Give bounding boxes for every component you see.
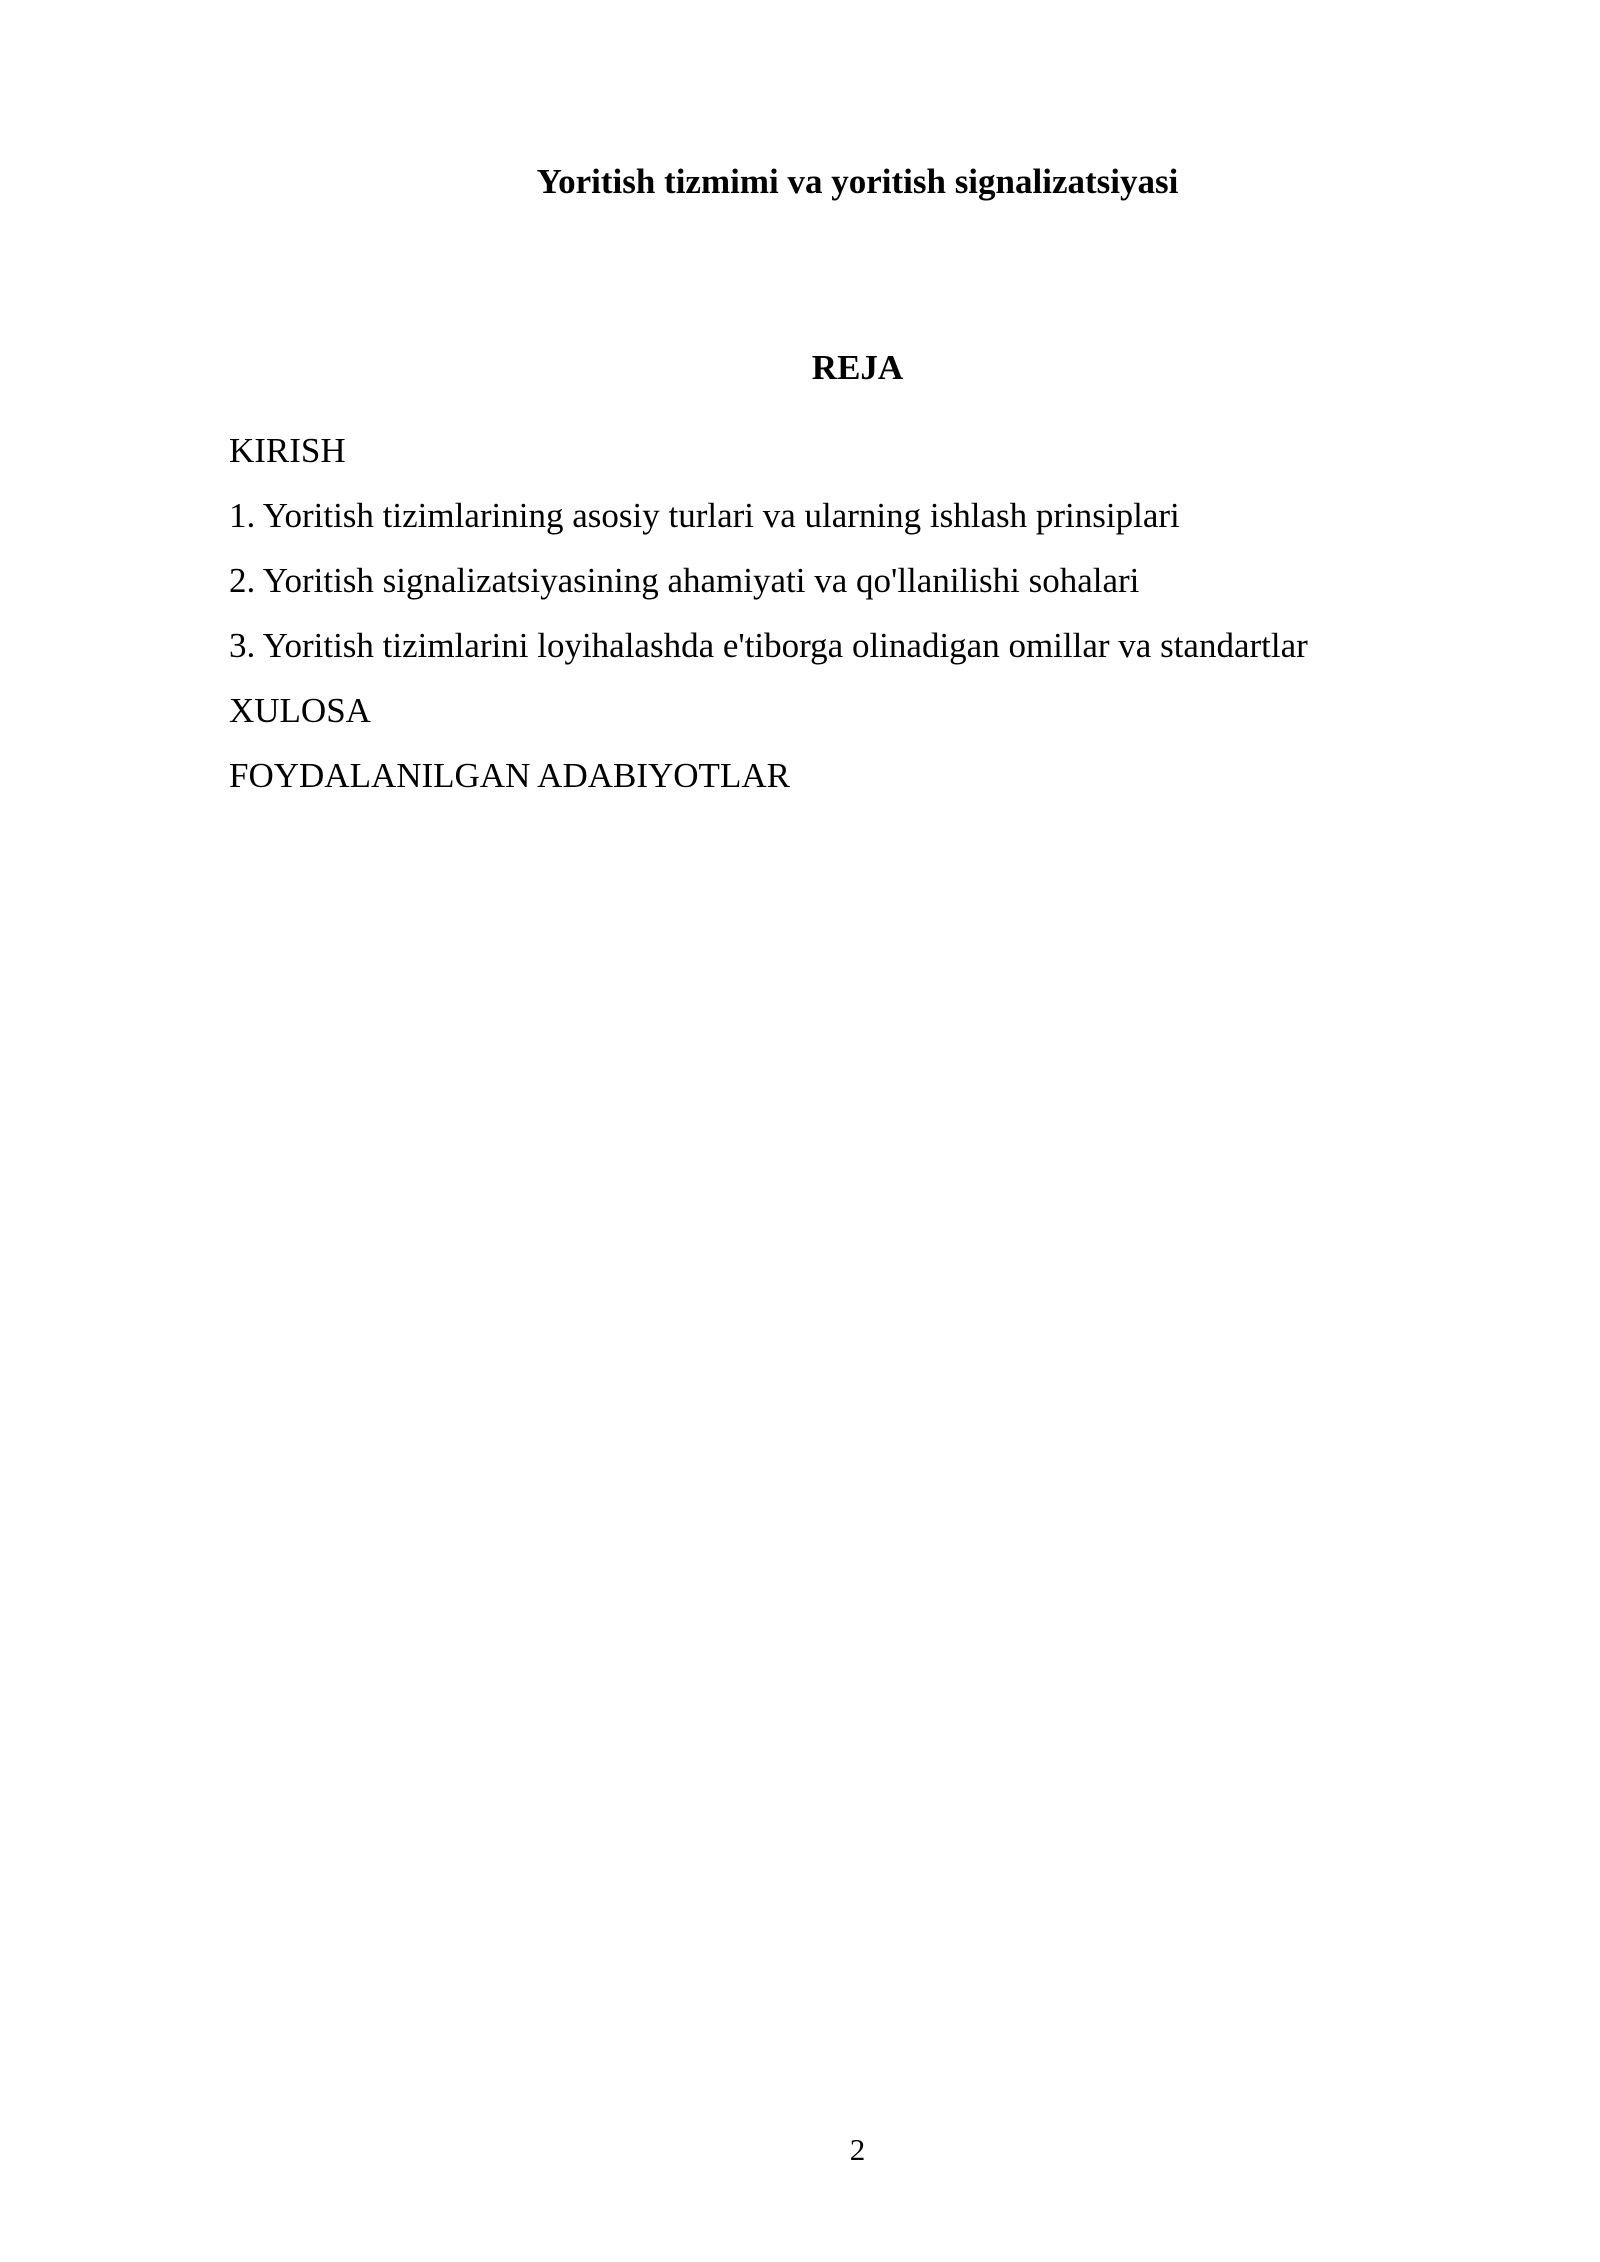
document-title: Yoritish tizmimi va yoritish signalizatsiyasi — [536, 162, 1179, 201]
plan-heading: REJA — [811, 348, 904, 387]
plan-item-conclusion: XULOSA — [229, 691, 371, 730]
plan-list — [229, 418, 1308, 808]
page-number: 2 — [849, 2132, 866, 2167]
plan-item-2: 2. Yoritish signalizatsiyasining ahamiyati va qo'llanilishi sohalari — [229, 561, 1140, 600]
plan-item-3: 3. Yoritish tizimlarini loyihalashda e'tiborga olinadigan omillar va standartlar — [229, 626, 1308, 665]
plan-item-1: 1. Yoritish tizimlarining asosiy turlari va ularning ishlash prinsiplari — [229, 496, 1180, 535]
plan-item-references: FOYDALANILGAN ADABIYOTLAR — [229, 756, 790, 795]
plan-item-introduction: KIRISH — [229, 431, 346, 470]
